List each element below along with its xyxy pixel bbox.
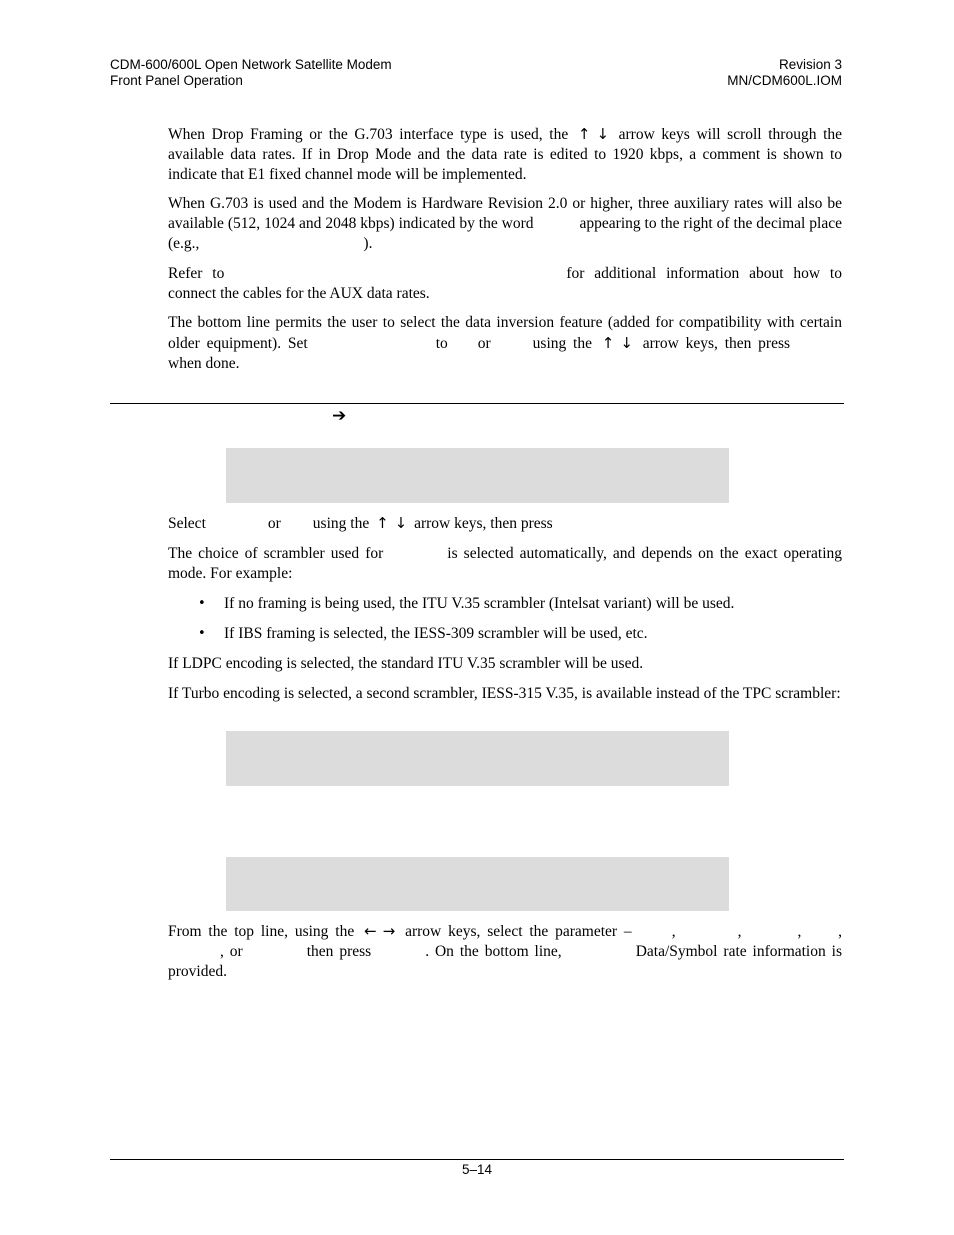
- lcd-display-scrambler: [226, 448, 729, 503]
- up-arrow-icon: ↑: [376, 514, 389, 532]
- page-number: 5–14: [461, 1162, 493, 1177]
- list-item: • If IBS framing is selected, the IESS-309 scrambler will be used, etc.: [198, 625, 648, 642]
- lcd-display-turbo: [226, 731, 729, 786]
- doc-title: CDM-600/600L Open Network Satellite Modem: [110, 57, 392, 72]
- doc-number: MN/CDM600L.IOM: [727, 73, 842, 88]
- paragraph-refer: Refer to for additional information about how to connect the cables for the AUX data rates.: [168, 265, 842, 302]
- content-block-3: [168, 921, 842, 982]
- footer-divider: [110, 1159, 844, 1160]
- down-arrow-icon: ↓: [620, 334, 633, 352]
- right-arrow-icon: →: [382, 922, 396, 940]
- paragraph-g703: When G.703 is used and the Modem is Hardware Revision 2.0 or higher, three auxiliary rates will also be available (512, 1024 and 2048 kbps) indicated by the word appearing to the right of the decimal place (e.g., ).: [168, 195, 842, 252]
- paragraph-ldpc: If LDPC encoding is selected, the standard ITU V.35 scrambler will be used.: [168, 655, 644, 672]
- scrambler-list: [168, 594, 842, 644]
- section-title: Front Panel Operation: [110, 73, 243, 88]
- paragraph-select: Select or using the ↑ ↓ arrow keys, then press: [168, 514, 553, 532]
- section-divider: [110, 403, 844, 404]
- up-arrow-icon: ↑: [577, 125, 591, 143]
- paragraph-top-line: From the top line, using the ← → arrow keys, select the parameter – , , , ,, or then press . On the bottom line, Data/Symbol rate information is provided.: [168, 922, 843, 980]
- list-item: • If no framing is being used, the ITU V.35 scrambler (Intelsat variant) will be used.: [198, 595, 735, 612]
- header-right: [727, 57, 842, 89]
- down-arrow-icon: ↓: [596, 125, 610, 143]
- paragraph-inversion: The bottom line permits the user to select the data inversion feature (added for compatibility with certain older equipment). Set to or using the ↑ ↓ arrow keys, then presswhen done.: [168, 314, 842, 372]
- up-arrow-icon: ↑: [601, 334, 615, 352]
- menu-arrow-icon: ➔: [332, 406, 347, 426]
- left-arrow-icon: ←: [364, 922, 377, 940]
- paragraph-drop-framing: When Drop Framing or the G.703 interface type is used, the ↑ ↓ arrow keys will scroll through the available data rates. If in Drop Mode and the data rate is edited to 1920 kbps, a comment is shown to indicate that E1 fixed channel mode will be implemented.: [168, 125, 843, 183]
- paragraph-turbo: If Turbo encoding is selected, a second scrambler, IESS-315 V.35, is available instead of the TPC scrambler:: [168, 685, 841, 702]
- content-block-2: [168, 513, 842, 704]
- paragraph-scrambler-choice: The choice of scrambler used for is selected automatically, and depends on the exact operating mode. For example:: [168, 545, 842, 582]
- revision: Revision 3: [778, 57, 842, 72]
- header-left: [110, 57, 392, 89]
- content-block-1: [168, 124, 842, 374]
- lcd-display-info: [226, 857, 729, 911]
- down-arrow-icon: ↓: [394, 514, 408, 532]
